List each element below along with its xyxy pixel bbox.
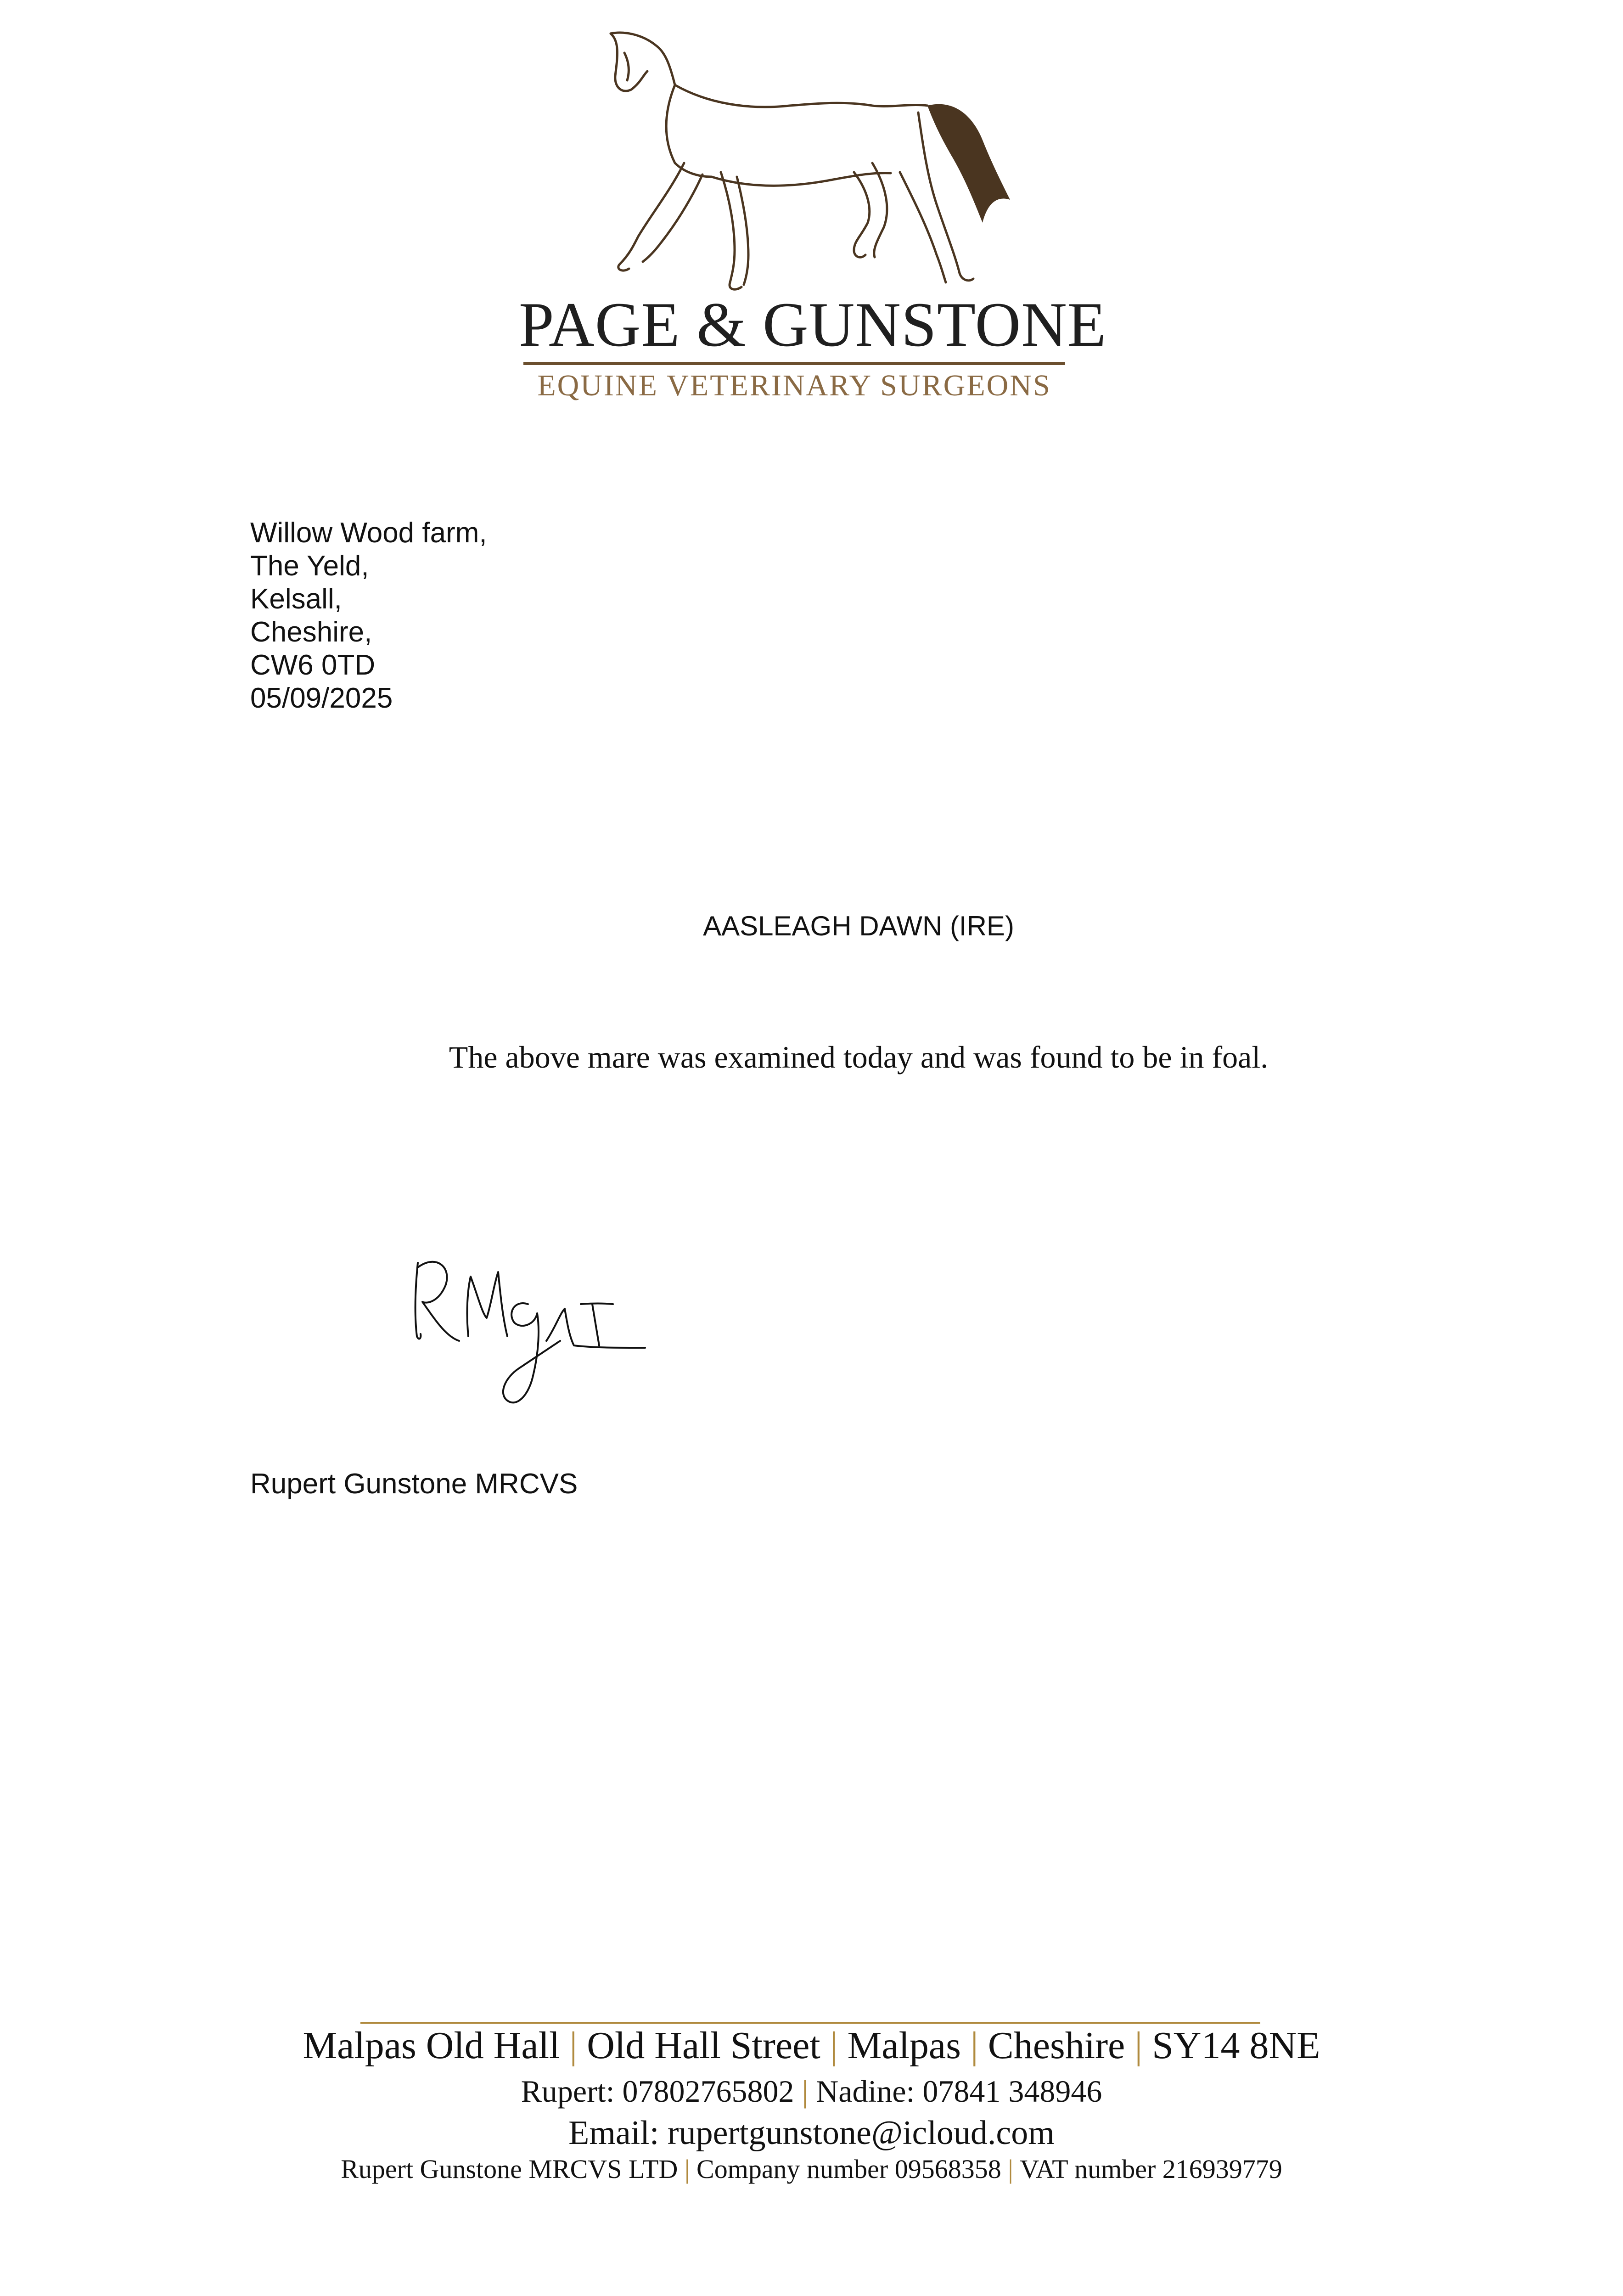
separator: | <box>830 2024 838 2067</box>
footer-company-part: Rupert Gunstone MRCVS LTD <box>341 2154 678 2184</box>
footer-address-part: Malpas Old Hall <box>303 2024 560 2067</box>
footer-company-info <box>184 2153 1439 2186</box>
footer-address-part: Cheshire <box>988 2024 1125 2067</box>
footer-company-part: VAT number 216939779 <box>1020 2154 1282 2184</box>
recipient-address <box>250 517 487 715</box>
footer-email: Email: rupertgunstone@icloud.com <box>568 2114 1055 2152</box>
footer-address-part: SY14 8NE <box>1152 2024 1320 2067</box>
footer-address <box>184 2023 1439 2069</box>
footer-phone: Rupert: 07802765802 <box>521 2074 794 2109</box>
footer-address-part: Malpas <box>847 2024 961 2067</box>
separator: | <box>684 2154 690 2184</box>
horse-icon <box>597 25 1024 305</box>
separator: | <box>802 2074 809 2109</box>
signatory-name: Rupert Gunstone MRCVS <box>250 1468 578 1500</box>
brand-tagline: EQUINE VETERINARY SURGEONS <box>537 369 1051 402</box>
handwritten-signature <box>409 1249 657 1424</box>
address-line: Cheshire, <box>250 616 372 648</box>
footer-address-part: Old Hall Street <box>587 2024 820 2067</box>
brand-divider <box>523 362 1065 365</box>
separator: | <box>1134 2024 1143 2067</box>
address-line: CW6 0TD <box>250 649 376 681</box>
address-line: Kelsall, <box>250 583 342 615</box>
separator: | <box>1008 2154 1013 2184</box>
separator: | <box>569 2024 578 2067</box>
separator: | <box>970 2024 978 2067</box>
footer-phones <box>184 2072 1439 2110</box>
address-line: The Yeld, <box>250 550 369 582</box>
footer-company-part: Company number 09568358 <box>696 2154 1001 2184</box>
brand-name: PAGE & GUNSTONE <box>519 289 1107 360</box>
horse-name-heading: AASLEAGH DAWN (IRE) <box>703 911 1014 941</box>
certificate-statement: The above mare was examined today and was found to be in foal. <box>449 1040 1269 1075</box>
address-line: Willow Wood farm, <box>250 517 487 549</box>
letter-date: 05/09/2025 <box>250 682 393 714</box>
footer-phone: Nadine: 07841 348946 <box>816 2074 1102 2109</box>
